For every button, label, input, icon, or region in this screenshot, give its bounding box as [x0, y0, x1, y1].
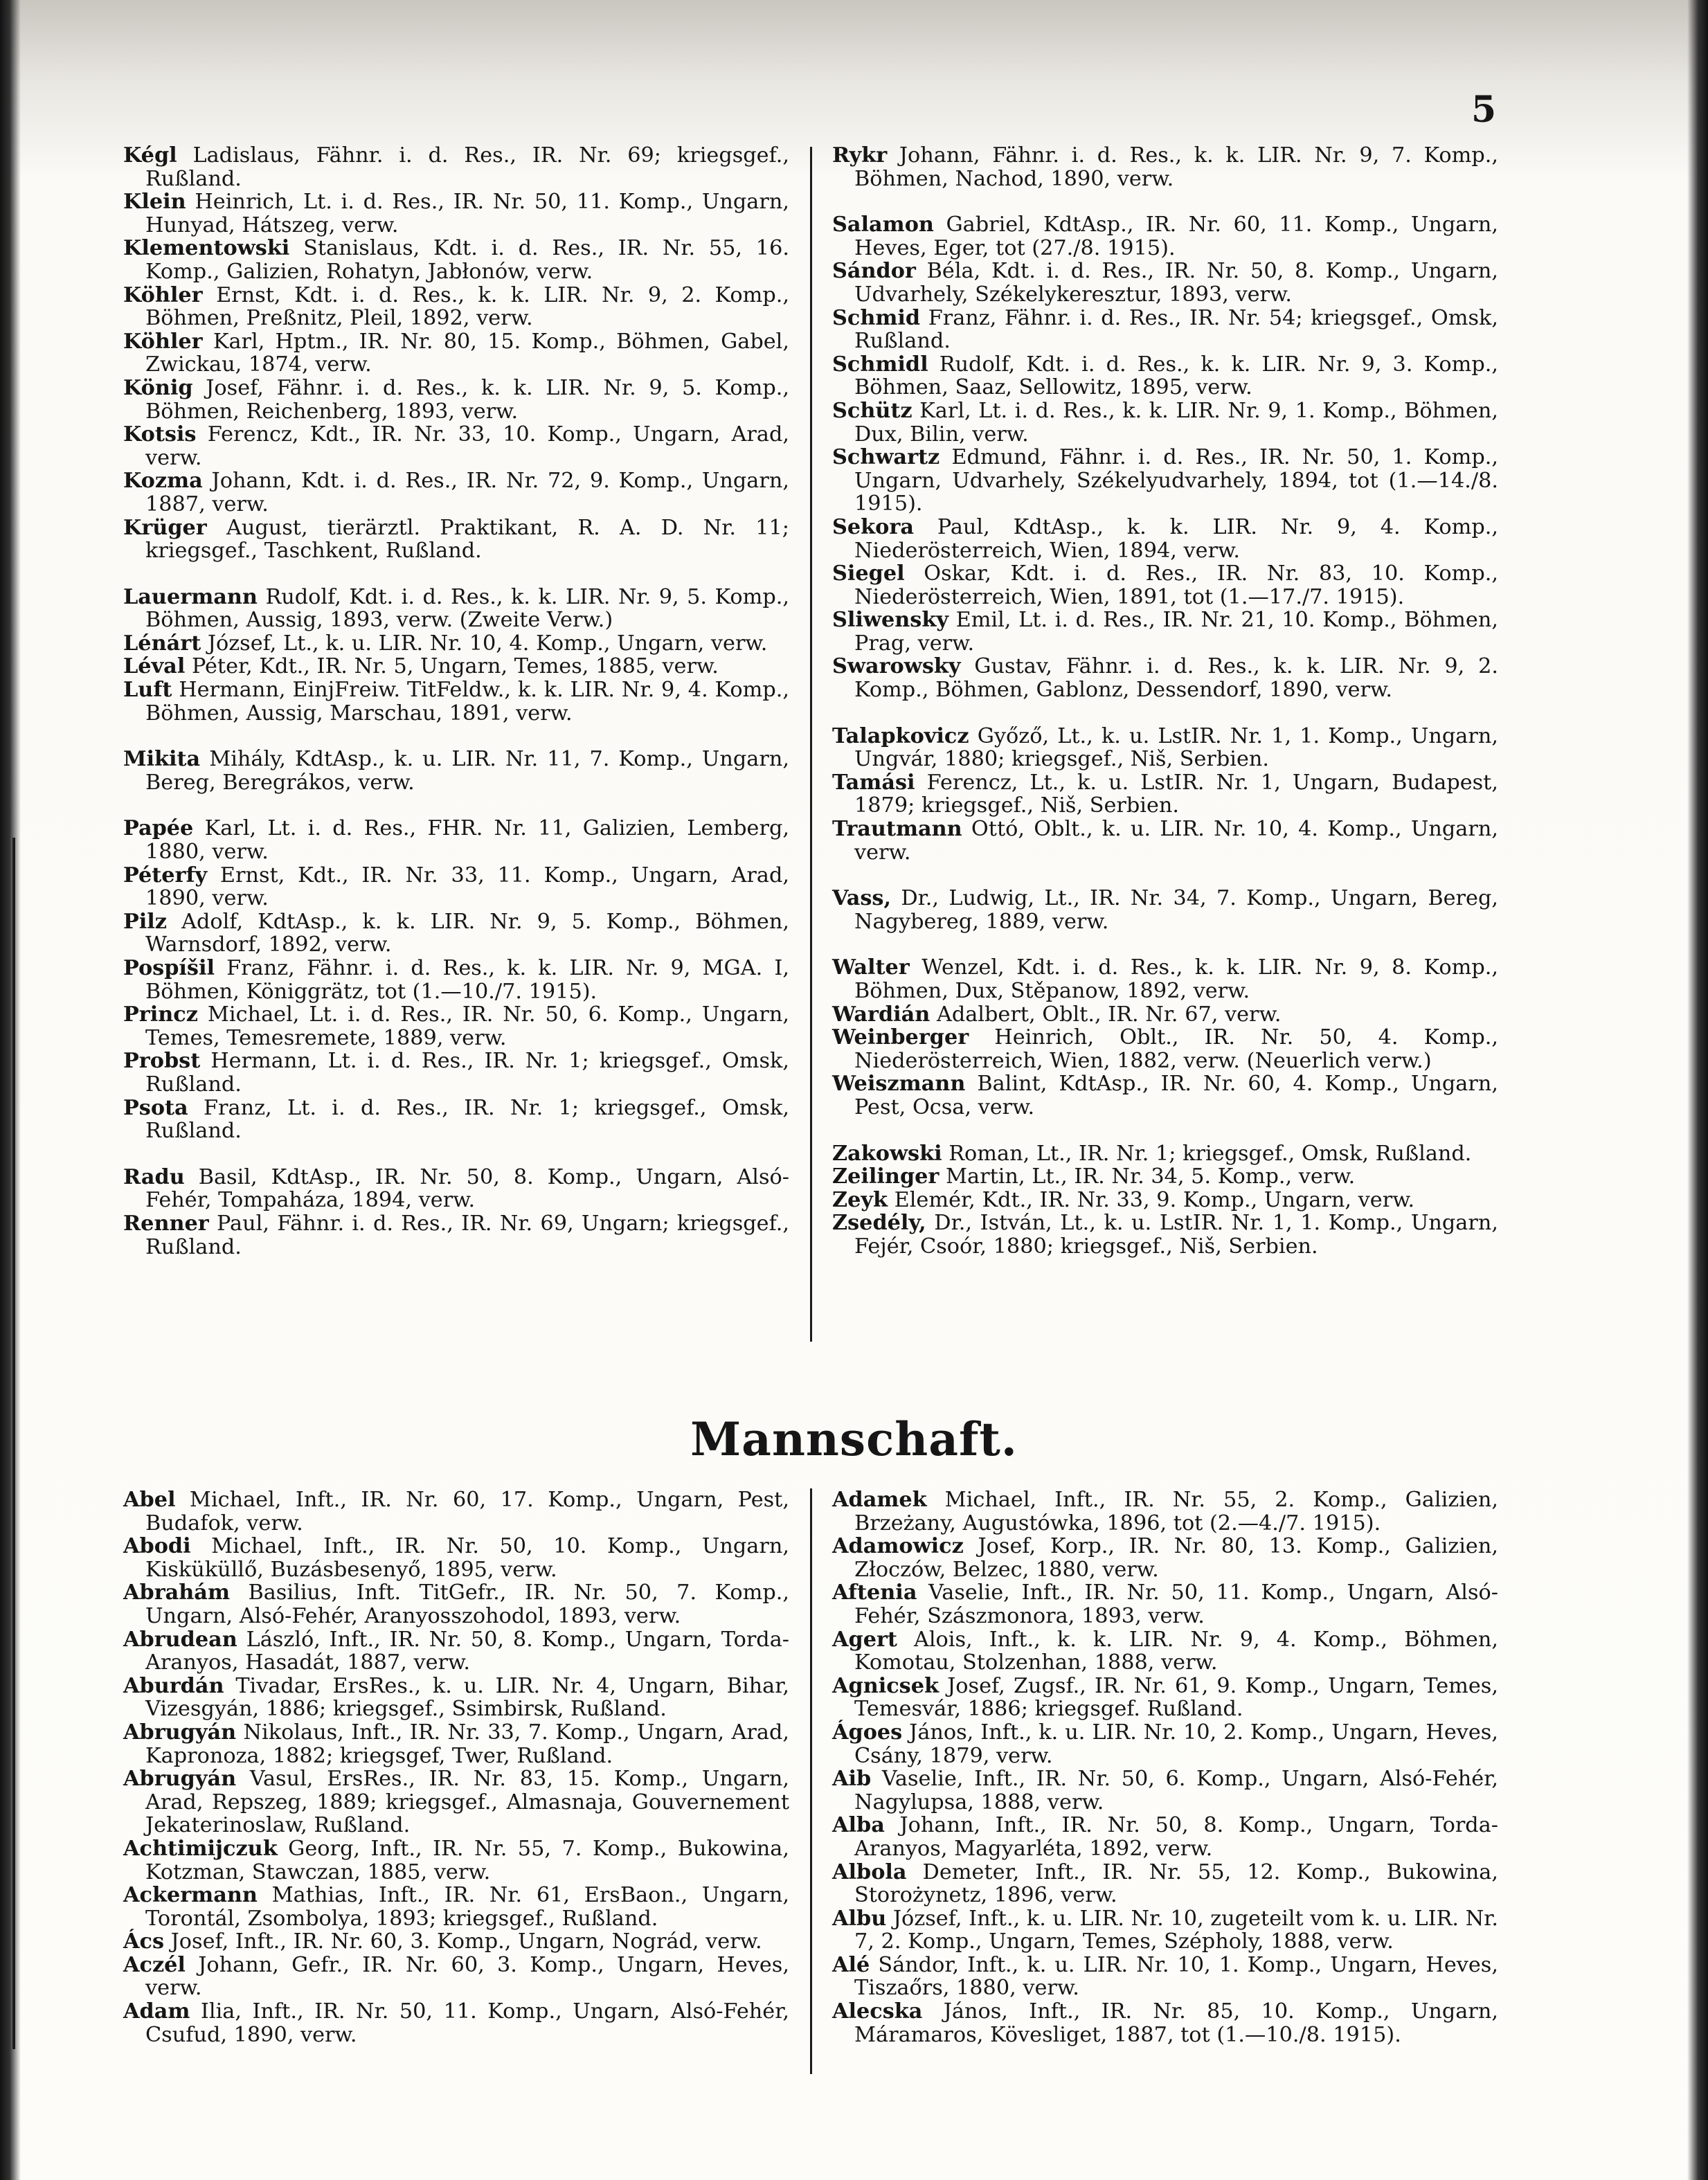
entry-surname: Klein	[123, 190, 186, 215]
entry-details: Heinrich, Oblt., IR. Nr. 50, 4. Komp., Niederösterreich, Wien, 1882, verw. (Neuerlich verw.)	[854, 1025, 1498, 1073]
entry-details: Josef, Zugsf., IR. Nr. 61, 9. Komp., Ungarn, Temes, Temesvár, 1886; kriegsgef. Rußland.	[854, 1673, 1498, 1722]
entry-surname: Zakowski	[832, 1141, 942, 1166]
entry-details: Heinrich, Lt. i. d. Res., IR. Nr. 50, 11. Komp., Ungarn, Hunyad, Hátszeg, verw.	[145, 190, 789, 237]
entry-surname: Schwartz	[832, 445, 940, 470]
list-entry	[123, 1930, 789, 1954]
entry-details: Franz, Lt. i. d. Res., IR. Nr. 1; kriegsgef., Omsk, Rußland.	[145, 1095, 789, 1144]
entry-details: Ladislaus, Fähnr. i. d. Res., IR. Nr. 69; kriegsgef., Rußland.	[145, 143, 789, 191]
entry-details: Ferencz, Lt., k. u. LstIR. Nr. 1, Ungarn, Budapest, 1879; kriegsgef., Niš, Serbien.	[854, 770, 1498, 818]
list-entry	[123, 1954, 789, 2000]
entry-details: Alois, Inft., k. k. LIR. Nr. 9, 4. Komp., Böhmen, Komotau, Stolzenhan, 1888, verw.	[854, 1627, 1498, 1675]
entry-details: Rudolf, Kdt. i. d. Res., k. k. LIR. Nr. 9, 3. Komp., Böhmen, Saaz, Sellowitz, 1895, verw.	[854, 352, 1498, 400]
list-entry	[123, 817, 789, 863]
entry-details: Edmund, Fähnr. i. d. Res., IR. Nr. 50, 1. Komp., Ungarn, Udvarhely, Székelyudvarhely, 1894, tot (1.—14./8. 1915).	[854, 445, 1498, 516]
entry-surname: Mikita	[123, 747, 201, 772]
list-entry	[832, 516, 1498, 562]
entry-surname: Ács	[123, 1929, 165, 1954]
entry-surname: Probst	[123, 1049, 201, 1074]
list-entry	[123, 284, 789, 330]
entry-surname: Schmidl	[832, 352, 928, 377]
entry-surname: Abodi	[123, 1534, 191, 1559]
list-entry	[123, 632, 789, 656]
entry-details: Demeter, Inft., IR. Nr. 55, 12. Komp., Bukowina, Storożynetz, 1896, verw.	[854, 1859, 1498, 1908]
list-entry	[123, 1097, 789, 1143]
entry-details: Győző, Lt., k. u. LstIR. Nr. 1, 1. Komp., Ungarn, Ungvár, 1880; kriegsgef., Niš, Serbien.	[854, 723, 1498, 772]
entry-details: Wenzel, Kdt. i. d. Res., k. k. LIR. Nr. 9, 8. Komp., Böhmen, Dux, Stěpanow, 1892, verw.	[854, 955, 1498, 1003]
entry-details: Roman, Lt., IR. Nr. 1; kriegsgef., Omsk, Rußland.	[942, 1141, 1472, 1166]
list-entry	[832, 1211, 1498, 1258]
entry-details: Basil, KdtAsp., IR. Nr. 50, 8. Komp., Ungarn, Alsó-Fehér, Tompaháza, 1894, verw.	[145, 1164, 789, 1213]
entry-surname: Péterfy	[123, 863, 208, 888]
entry-details: Basilius, Inft. TitGefr., IR. Nr. 50, 7. Komp., Ungarn, Alsó-Fehér, Aranyosszohodol, 1893, verw.	[145, 1580, 789, 1628]
list-entry	[832, 1003, 1498, 1027]
entry-details: Karl, Hptm., IR. Nr. 80, 15. Komp., Böhmen, Gabel, Zwickau, 1874, verw.	[145, 329, 789, 377]
entry-surname: Weinberger	[832, 1025, 969, 1050]
list-entry	[123, 1003, 789, 1050]
list-entry	[832, 446, 1498, 516]
list-entry	[123, 1767, 789, 1837]
entry-surname: Alecska	[832, 1999, 923, 2024]
list-entry	[832, 609, 1498, 655]
list-entry	[123, 1675, 789, 1721]
entry-details: Franz, Fähnr. i. d. Res., k. k. LIR. Nr. 9, MGA. I, Böhmen, Königgrätz, tot (1.—10./7. 1915).	[145, 956, 789, 1004]
entry-surname: Köhler	[123, 329, 203, 354]
list-entry	[832, 1675, 1498, 1721]
entry-surname: Adam	[123, 1999, 190, 2024]
list-entry	[832, 1488, 1498, 1535]
entry-surname: Sándor	[832, 259, 916, 284]
officers-left-column	[123, 144, 789, 1335]
list-entry	[832, 1954, 1498, 2000]
entry-surname: Sekora	[832, 514, 914, 539]
list-entry	[832, 1721, 1498, 1767]
list-entry	[832, 1165, 1498, 1189]
entry-details: Ferencz, Kdt., IR. Nr. 33, 10. Komp., Ungarn, Arad, verw.	[145, 422, 789, 470]
entry-details: Vaselie, Inft., IR. Nr. 50, 11. Komp., Ungarn, Alsó-Fehér, Szászmonora, 1893, verw.	[854, 1580, 1498, 1628]
list-entry	[832, 818, 1498, 864]
list-entry	[123, 1166, 789, 1212]
entry-surname: Klementowski	[123, 236, 290, 261]
list-entry	[832, 1072, 1498, 1119]
entry-surname: Trautmann	[832, 817, 962, 842]
entry-details: Stanislaus, Kdt. i. d. Res., IR. Nr. 55, 16. Komp., Galizien, Rohatyn, Jabłonów, verw.	[145, 236, 789, 284]
entry-details: Mathias, Inft., IR. Nr. 61, ErsBaon., Ungarn, Torontál, Zsombolya, 1893; kriegsgef., Rußland.	[145, 1883, 789, 1931]
entry-details: Oskar, Kdt. i. d. Res., IR. Nr. 83, 10. Komp., Niederösterreich, Wien, 1891, tot (1.—17./7. 1915).	[854, 561, 1498, 609]
entry-surname: Abrahám	[123, 1580, 230, 1605]
entry-details: Elemér, Kdt., IR. Nr. 33, 9. Komp., Ungarn, verw.	[888, 1187, 1415, 1212]
entry-surname: Luft	[123, 678, 172, 703]
list-entry	[123, 516, 789, 563]
entry-surname: Swarowsky	[832, 654, 961, 679]
entry-surname: Kotsis	[123, 422, 197, 447]
entry-details: Ilia, Inft., IR. Nr. 50, 11. Komp., Ungarn, Alsó-Fehér, Csufud, 1890, verw.	[145, 1999, 789, 2047]
entry-surname: Kégl	[123, 143, 177, 168]
list-entry	[123, 144, 789, 190]
list-entry	[123, 1488, 789, 1535]
list-entry	[123, 190, 789, 237]
entry-details: Johann, Fähnr. i. d. Res., k. k. LIR. Nr. 9, 7. Komp., Böhmen, Nachod, 1890, verw.	[854, 143, 1498, 191]
entry-surname: Aftenia	[832, 1580, 917, 1605]
entry-surname: Albola	[832, 1859, 907, 1884]
list-entry	[832, 725, 1498, 771]
entry-details: Martin, Lt., IR. Nr. 34, 5. Komp., verw.	[939, 1164, 1356, 1189]
entry-surname: Vass,	[832, 886, 892, 911]
entry-surname: Salamon	[832, 213, 934, 237]
entry-details: Adolf, KdtAsp., k. k. LIR. Nr. 9, 5. Komp., Böhmen, Warnsdorf, 1892, verw.	[145, 909, 789, 957]
entry-details: Michael, Inft., IR. Nr. 60, 17. Komp., Ungarn, Pest, Budafok, verw.	[145, 1488, 789, 1535]
entry-details: Johann, Kdt. i. d. Res., IR. Nr. 72, 9. Komp., Ungarn, 1887, verw.	[145, 469, 789, 516]
entry-surname: Renner	[123, 1211, 209, 1236]
entry-details: Gustav, Fähnr. i. d. Res., k. k. LIR. Nr. 9, 2. Komp., Böhmen, Gablonz, Dessendorf, 1890, verw.	[854, 654, 1498, 703]
entry-details: Ottó, Oblt., k. u. LIR. Nr. 10, 4. Komp., Ungarn, verw.	[854, 817, 1498, 865]
officers-right-column	[832, 144, 1498, 1335]
list-entry	[123, 377, 789, 423]
entry-surname: Alé	[832, 1952, 870, 1977]
entry-surname: Abrugyán	[123, 1767, 237, 1792]
entry-details: László, Inft., IR. Nr. 50, 8. Komp., Ungarn, Torda-Aranyos, Hasadát, 1887, verw.	[145, 1627, 789, 1675]
entry-details: Hermann, Lt. i. d. Res., IR. Nr. 1; kriegsgef., Omsk, Rußland.	[145, 1049, 789, 1097]
entry-details: Karl, Lt. i. d. Res., FHR. Nr. 11, Galizien, Lemberg, 1880, verw.	[145, 816, 789, 865]
list-entry	[123, 1535, 789, 1581]
list-entry	[832, 260, 1498, 306]
entry-surname: Kozma	[123, 469, 203, 494]
list-entry	[123, 469, 789, 516]
list-entry	[832, 1814, 1498, 1860]
list-entry	[832, 1026, 1498, 1072]
column-divider-lower	[810, 1488, 812, 2074]
entry-surname: Siegel	[832, 561, 905, 586]
list-entry	[832, 956, 1498, 1002]
entry-surname: Adamek	[832, 1488, 927, 1512]
entry-details: Mihály, KdtAsp., k. u. LIR. Nr. 11, 7. Komp., Ungarn, Bereg, Beregrákos, verw.	[145, 747, 789, 795]
entry-details: Johann, Gefr., IR. Nr. 60, 3. Komp., Ungarn, Heves, verw.	[145, 1952, 789, 2001]
list-entry	[832, 562, 1498, 609]
list-entry	[832, 655, 1498, 701]
entry-details: Josef, Fähnr. i. d. Res., k. k. LIR. Nr. 9, 5. Komp., Böhmen, Reichenberg, 1893, verw.	[145, 375, 789, 424]
entry-surname: Adamowicz	[832, 1534, 964, 1559]
list-entry	[832, 887, 1498, 933]
entry-details: Dr., Ludwig, Lt., IR. Nr. 34, 7. Komp., Ungarn, Bereg, Nagybereg, 1889, verw.	[854, 886, 1498, 934]
scan-edge-left	[0, 0, 21, 2180]
entry-surname: Alba	[832, 1813, 885, 1838]
entry-surname: Wardián	[832, 1002, 931, 1027]
entry-surname: Agnicsek	[832, 1673, 939, 1698]
entry-details: Nikolaus, Inft., IR. Nr. 33, 7. Komp., Ungarn, Arad, Kapronoza, 1882; kriegsgef, Twer, Rußland.	[145, 1720, 789, 1768]
list-entry	[123, 1721, 789, 1767]
entry-details: János, Inft., k. u. LIR. Nr. 10, 2. Komp., Ungarn, Heves, Csány, 1879, verw.	[854, 1720, 1498, 1768]
list-entry	[123, 1837, 789, 1884]
list-entry	[123, 1628, 789, 1675]
entry-surname: Albu	[832, 1906, 887, 1931]
entry-surname: Ackermann	[123, 1883, 258, 1908]
list-entry	[832, 2000, 1498, 2046]
entry-details: Rudolf, Kdt. i. d. Res., k. k. LIR. Nr. 9, 5. Komp., Böhmen, Aussig, 1893, verw. (Zweite Verw.)	[145, 584, 789, 633]
list-entry	[832, 1861, 1498, 1907]
list-entry	[123, 957, 789, 1003]
entry-surname: Lauermann	[123, 584, 258, 609]
entry-details: Tivadar, ErsRes., k. u. LIR. Nr. 4, Ungarn, Bihar, Vizesgyán, 1886; kriegsgef., Ssimbirsk, Rußland.	[145, 1673, 789, 1722]
list-entry	[832, 1628, 1498, 1675]
entry-surname: Ágoes	[832, 1720, 903, 1745]
list-entry	[832, 1142, 1498, 1166]
entry-details: Ernst, Kdt. i. d. Res., k. k. LIR. Nr. 9, 2. Komp., Böhmen, Preßnitz, Pleil, 1892, verw.	[145, 282, 789, 331]
list-entry	[123, 1884, 789, 1930]
entry-details: Josef, Inft., IR. Nr. 60, 3. Komp., Ungarn, Nográd, verw.	[164, 1929, 762, 1954]
list-entry	[123, 655, 789, 678]
list-entry	[123, 423, 789, 469]
entry-surname: Abrugyán	[123, 1720, 237, 1745]
entry-details: Dr., István, Lt., k. u. LstIR. Nr. 1, 1. Komp., Ungarn, Fejér, Csoór, 1880; kriegsgef., Niš, Serbien.	[854, 1211, 1498, 1259]
list-entry	[832, 307, 1498, 353]
entry-details: Balint, KdtAsp., IR. Nr. 60, 4. Komp., Ungarn, Pest, Ocsa, verw.	[854, 1072, 1498, 1119]
list-entry	[123, 1581, 789, 1628]
entry-surname: Achtimijczuk	[123, 1836, 278, 1861]
column-divider-upper	[810, 147, 812, 1342]
entry-surname: Zeilinger	[832, 1164, 940, 1189]
list-entry	[832, 1189, 1498, 1212]
entry-details: Paul, KdtAsp., k. k. LIR. Nr. 9, 4. Komp., Niederösterreich, Wien, 1894, verw.	[854, 514, 1498, 563]
entry-surname: Tamási	[832, 770, 915, 795]
entry-surname: Aczél	[123, 1952, 186, 1977]
list-entry	[123, 748, 789, 794]
list-entry	[832, 1767, 1498, 1814]
list-entry	[832, 144, 1498, 190]
entry-surname: Aib	[832, 1767, 872, 1792]
list-entry	[832, 771, 1498, 818]
entry-surname: Pilz	[123, 909, 168, 934]
entry-details: Michael, Lt. i. d. Res., IR. Nr. 50, 6. Komp., Ungarn, Temes, Temesremete, 1889, verw.	[145, 1002, 789, 1050]
entry-surname: Sliwensky	[832, 608, 949, 633]
entry-surname: Aburdán	[123, 1673, 224, 1698]
list-entry	[123, 2000, 789, 2046]
entry-surname: Pospíšil	[123, 956, 215, 980]
list-entry	[832, 399, 1498, 446]
entry-details: August, tierärztl. Praktikant, R. A. D. Nr. 11; kriegsgef., Taschkent, Rußland.	[145, 515, 789, 564]
entry-details: Josef, Korp., IR. Nr. 80, 13. Komp., Galizien, Złoczów, Belzec, 1880, verw.	[854, 1534, 1498, 1582]
list-entry	[123, 910, 789, 957]
entry-details: Emil, Lt. i. d. Res., IR. Nr. 21, 10. Komp., Böhmen, Prag, verw.	[854, 608, 1498, 656]
entry-details: Sándor, Inft., k. u. LIR. Nr. 10, 1. Komp., Ungarn, Heves, Tiszaőrs, 1880, verw.	[854, 1952, 1498, 2001]
entry-details: Paul, Fähnr. i. d. Res., IR. Nr. 69, Ungarn; kriegsgef., Rußland.	[145, 1211, 789, 1259]
entry-details: Adalbert, Oblt., IR. Nr. 67, verw.	[930, 1002, 1282, 1027]
entry-details: Béla, Kdt. i. d. Res., IR. Nr. 50, 8. Komp., Ungarn, Udvarhely, Székelykeresztur, 1893, verw.	[854, 259, 1498, 307]
list-entry	[832, 1907, 1498, 1954]
entry-details: Péter, Kdt., IR. Nr. 5, Ungarn, Temes, 1885, verw.	[185, 654, 719, 679]
entry-surname: Schütz	[832, 398, 913, 423]
entry-surname: Zeyk	[832, 1187, 888, 1212]
scan-edge-right	[1687, 0, 1708, 2180]
page-number: 5	[1471, 89, 1497, 131]
entry-details: Johann, Inft., IR. Nr. 50, 8. Komp., Ungarn, Torda-Aranyos, Magyarléta, 1892, verw.	[854, 1813, 1498, 1861]
entry-surname: Abel	[123, 1488, 176, 1512]
entry-details: János, Inft., IR. Nr. 85, 10. Komp., Ungarn, Máramaros, Kövesliget, 1887, tot (1.—10./8. 1915).	[854, 1999, 1498, 2047]
entry-surname: Lénárt	[123, 631, 201, 656]
list-entry	[832, 1535, 1498, 1581]
list-entry	[832, 213, 1498, 260]
entry-surname: Zsedély,	[832, 1211, 926, 1236]
list-entry	[123, 586, 789, 632]
entry-surname: Radu	[123, 1164, 185, 1189]
entry-details: Karl, Lt. i. d. Res., k. k. LIR. Nr. 9, 1. Komp., Böhmen, Dux, Bilin, verw.	[854, 398, 1498, 447]
entry-surname: Weiszmann	[832, 1072, 966, 1097]
entry-details: Vaselie, Inft., IR. Nr. 50, 6. Komp., Ungarn, Alsó-Fehér, Nagylupsa, 1888, verw.	[854, 1767, 1498, 1814]
entry-surname: Talapkovicz	[832, 723, 969, 748]
entry-surname: Köhler	[123, 282, 203, 307]
entry-surname: Princz	[123, 1002, 198, 1027]
entry-surname: Papée	[123, 816, 194, 841]
entry-details: Michael, Inft., IR. Nr. 50, 10. Komp., Ungarn, Kisküküllő, Buzásbesenyő, 1895, verw.	[145, 1534, 789, 1582]
entry-details: Ernst, Kdt., IR. Nr. 33, 11. Komp., Ungarn, Arad, 1890, verw.	[145, 863, 789, 911]
entry-surname: Léval	[123, 654, 186, 679]
entry-details: Gabriel, KdtAsp., IR. Nr. 60, 11. Komp., Ungarn, Heves, Eger, tot (27./8. 1915).	[854, 213, 1498, 260]
entry-details: Georg, Inft., IR. Nr. 55, 7. Komp., Bukowina, Kotzman, Stawczan, 1885, verw.	[145, 1836, 789, 1884]
list-entry	[123, 237, 789, 283]
entry-surname: Krüger	[123, 515, 207, 540]
list-entry	[123, 678, 789, 725]
entry-details: Franz, Fähnr. i. d. Res., IR. Nr. 54; kriegsgef., Omsk, Rußland.	[854, 305, 1498, 354]
enlisted-right-column	[832, 1488, 1498, 2098]
entry-details: József, Lt., k. u. LIR. Nr. 10, 4. Komp., Ungarn, verw.	[201, 631, 768, 656]
list-entry	[123, 330, 789, 377]
entry-surname: Rykr	[832, 143, 888, 168]
entry-surname: König	[123, 375, 193, 400]
entry-details: József, Inft., k. u. LIR. Nr. 10, zugeteilt vom k. u. LIR. Nr. 7, 2. Komp., Ungarn, Temes, Szépholy, 1888, verw.	[854, 1906, 1498, 1954]
enlisted-left-column	[123, 1488, 789, 2098]
entry-surname: Agert	[832, 1627, 897, 1652]
list-entry	[123, 1050, 789, 1096]
list-entry	[123, 864, 789, 910]
entry-surname: Psota	[123, 1095, 188, 1120]
entry-details: Hermann, EinjFreiw. TitFeldw., k. k. LIR. Nr. 9, 4. Komp., Böhmen, Aussig, Marschau, 1891, verw.	[145, 678, 789, 726]
entry-surname: Abrudean	[123, 1627, 237, 1652]
list-entry	[123, 1212, 789, 1259]
entry-surname: Schmid	[832, 305, 921, 330]
entry-details: Michael, Inft., IR. Nr. 55, 2. Komp., Galizien, Brzeżany, Augustówka, 1896, tot (2.—4./7. 1915).	[854, 1488, 1498, 1535]
entry-details: Vasul, ErsRes., IR. Nr. 83, 15. Komp., Ungarn, Arad, Repszeg, 1889; kriegsgef., Almasnaja, Gouvernement Jekaterinoslaw, Rußland.	[145, 1767, 789, 1838]
list-entry	[832, 353, 1498, 399]
section-heading-mannschaft: Mannschaft.	[690, 1412, 1018, 1466]
entry-surname: Walter	[832, 955, 910, 980]
list-entry	[832, 1581, 1498, 1628]
